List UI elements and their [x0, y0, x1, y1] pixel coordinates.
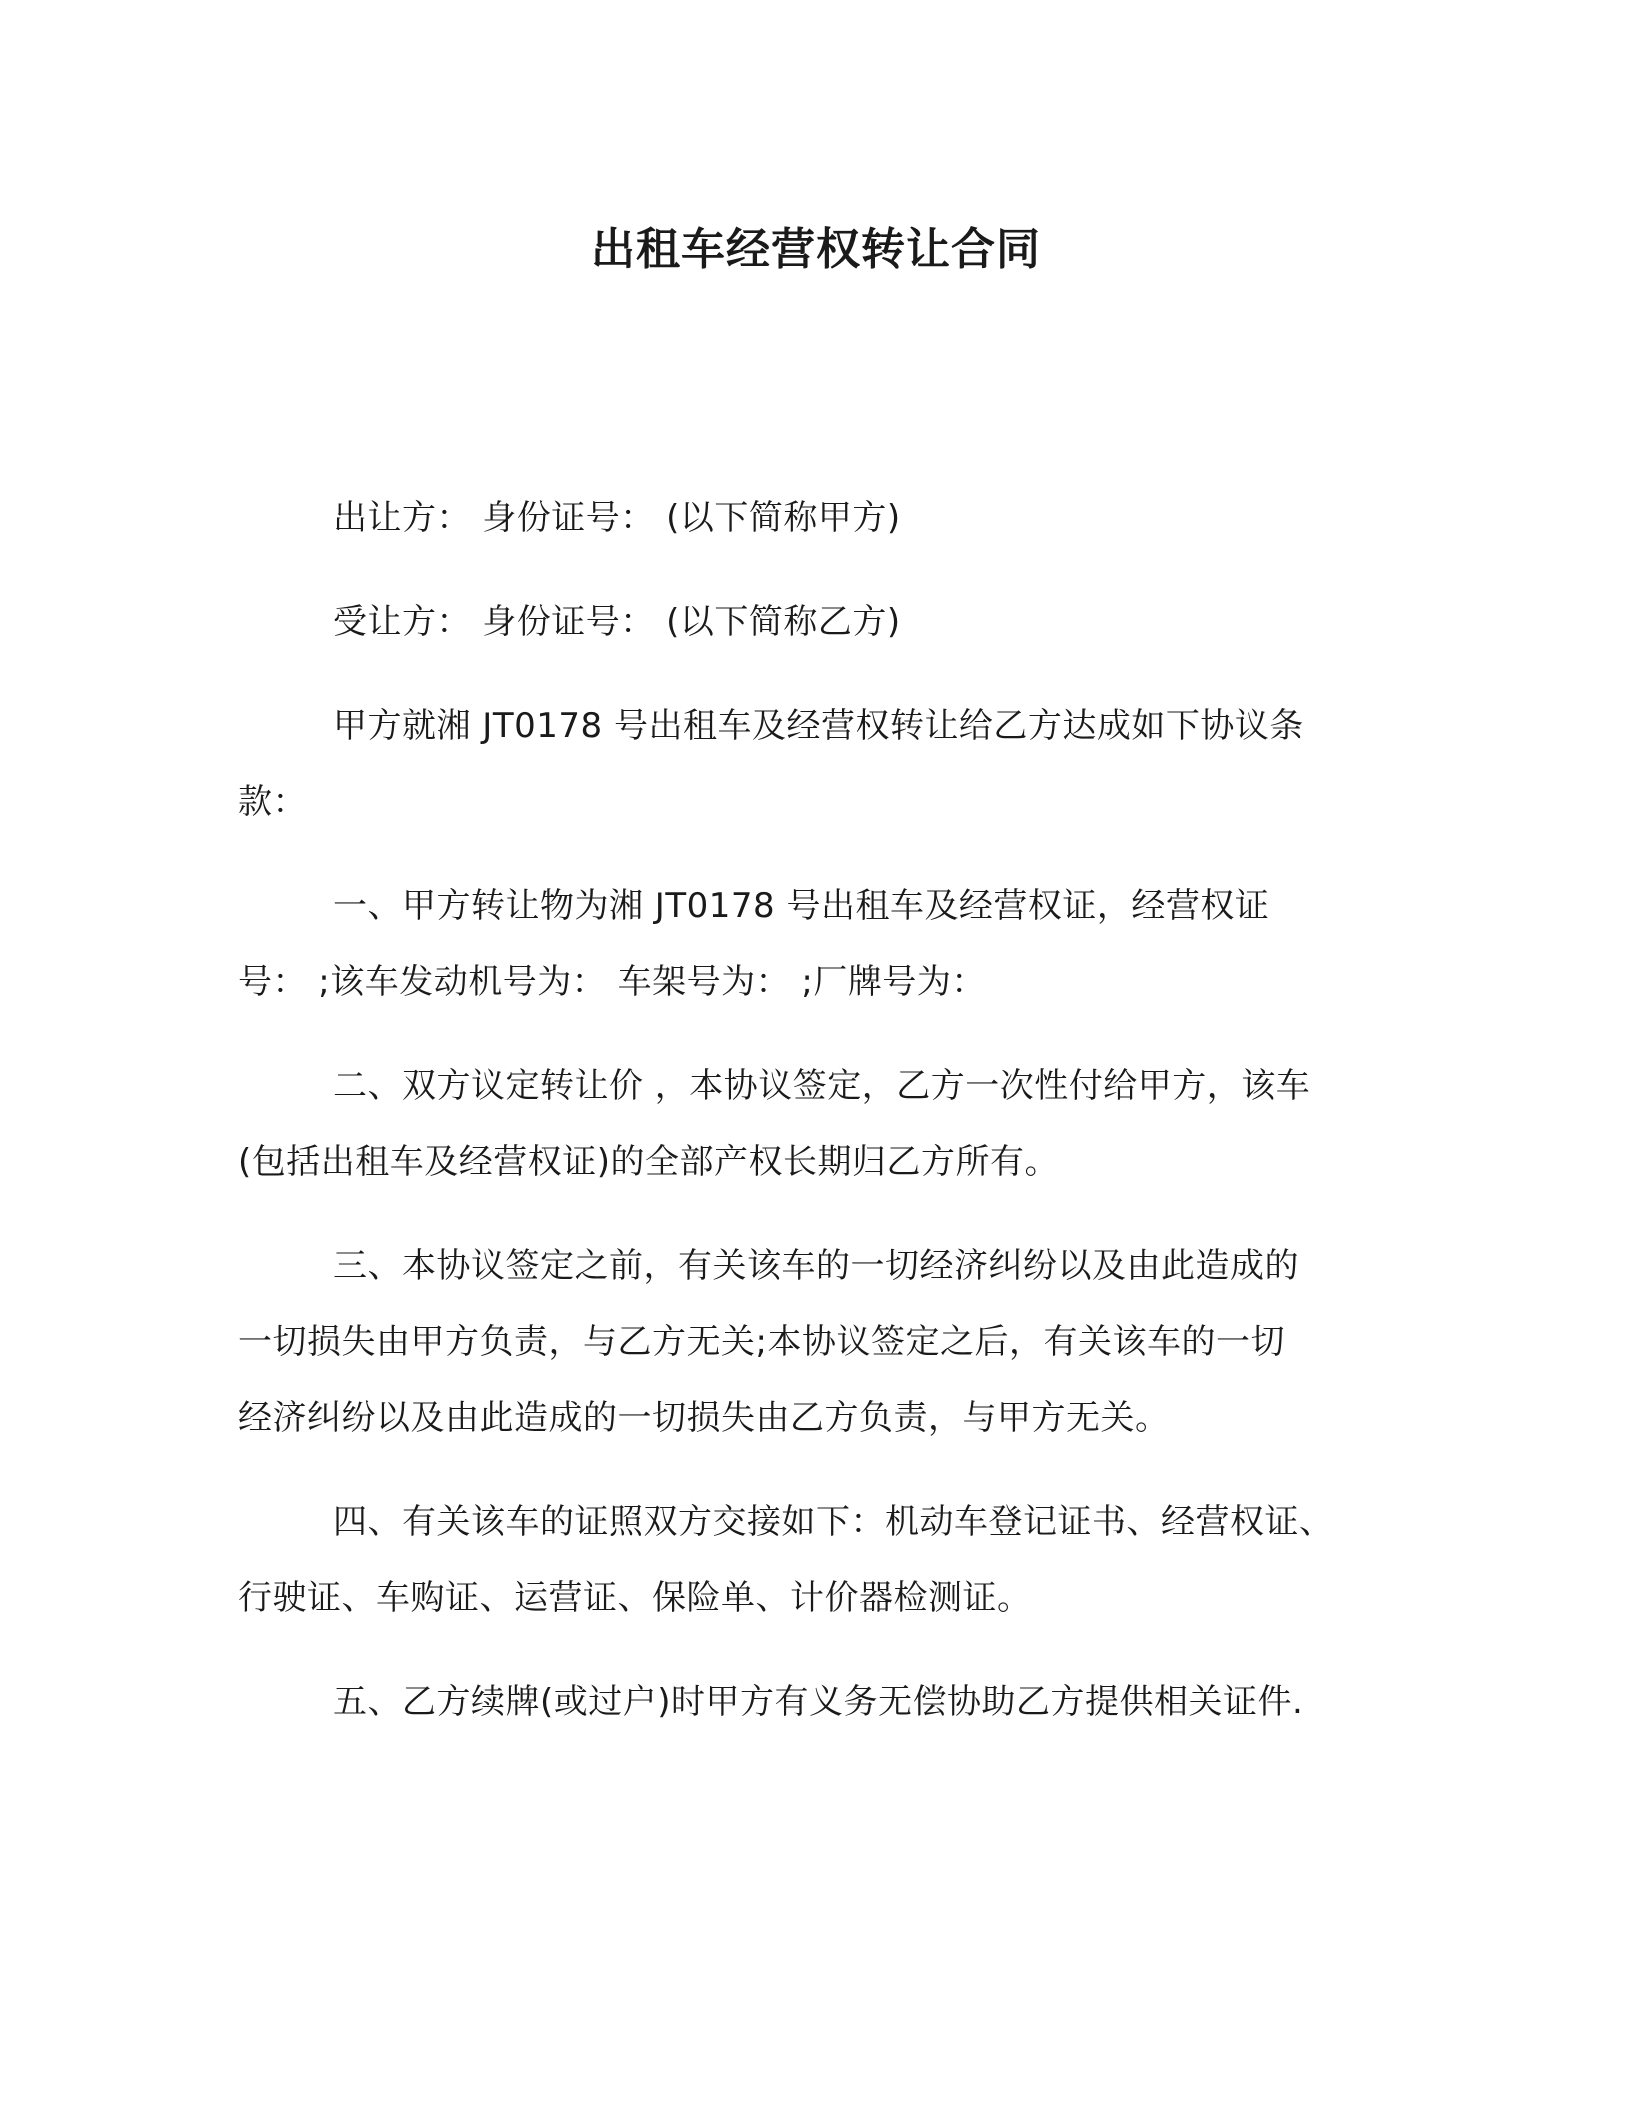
clause-5-line-1: 五、乙方续牌(或过户)时甲方有义务无偿协助乙方提供相关证件. [333, 1682, 1304, 1722]
clause-4-line-2: 行驶证、车购证、运营证、保险单、计价器检测证。 [238, 1578, 1032, 1618]
clause-1-line-1: 一、甲方转让物为湘 JT0178 号出租车及经营权证，经营权证 [333, 886, 1270, 926]
clause-3-line-2: 一切损失由甲方负责，与乙方无关;本协议签定之后，有关该车的一切 [238, 1322, 1285, 1362]
clause-2-line-2: (包括出租车及经营权证)的全部产权长期归乙方所有。 [238, 1142, 1060, 1182]
party-transferor-line: 出让方： 身份证号： (以下简称甲方) [333, 498, 901, 538]
clause-1-line-2: 号： ;该车发动机号为： 车架号为： ;厂牌号为： [238, 962, 986, 1002]
party-transferee-line: 受让方： 身份证号： (以下简称乙方) [333, 602, 901, 642]
clause-2-line-1: 二、双方议定转让价 ，本协议签定，乙方一次性付给甲方，该车 [333, 1066, 1311, 1106]
clause-4-line-1: 四、有关该车的证照双方交接如下：机动车登记证书、经营权证、 [333, 1502, 1334, 1542]
preamble-line-1: 甲方就湘 JT0178 号出租车及经营权转让给乙方达成如下协议条 [333, 706, 1304, 746]
clause-3-line-3: 经济纠纷以及由此造成的一切损失由乙方负责，与甲方无关。 [238, 1398, 1170, 1438]
document-title: 出租车经营权转让合同 [591, 224, 1041, 275]
clause-3-line-1: 三、本协议签定之前，有关该车的一切经济纠纷以及由此造成的 [333, 1246, 1299, 1286]
preamble-line-2: 款： [238, 782, 307, 822]
